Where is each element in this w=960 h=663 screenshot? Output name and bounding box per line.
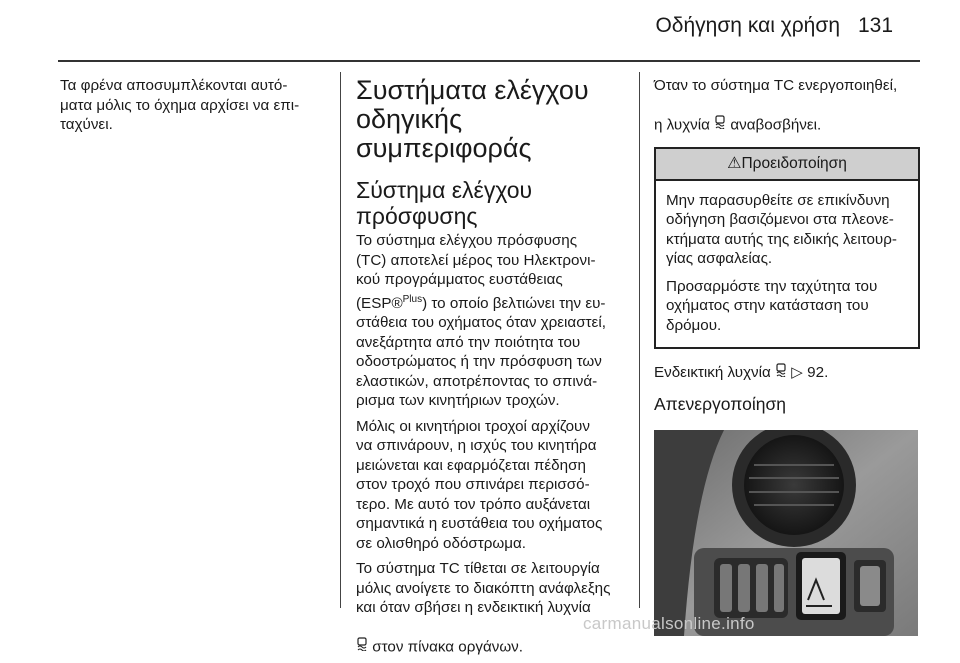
column-2 bbox=[356, 76, 626, 663]
tc-activation-text bbox=[654, 76, 920, 135]
tc-p3-before: Το σύστημα TC τίθεται σε λειτουργία μόλις ανοίγετε το διακόπτη ανάφλεξης και όταν σβήσει η ενδεικτική λυχνία bbox=[356, 560, 611, 617]
column-divider-right bbox=[639, 72, 640, 608]
activation-after: αναβοσβήνει. bbox=[726, 116, 822, 133]
warning-paragraph-2: Προσαρμόστε την ταχύτητα του οχήματος στην κατάσταση του δρόμου. bbox=[666, 277, 878, 334]
traction-control-lamp-icon bbox=[775, 363, 787, 383]
section-heading: Συστήματα ελέγχου οδηγικής συμπεριφοράς bbox=[356, 75, 589, 163]
page-reference-arrow-icon: ▷ bbox=[791, 364, 803, 381]
column-3 bbox=[654, 76, 920, 636]
indicator-text: Ενδεικτική λυχνία bbox=[654, 364, 776, 381]
tc-p1-after: ) το οποίο βελτιώνει την ευ- στάθεια του οχήματος όταν χρειαστεί, ανεξάρτητα από την ποιότητα του οδοστρώματος ή την πρόσφυση των ελαστικών, αποτρέποντας το σπινά- ρισμα των κινητήριων τροχών. bbox=[356, 294, 606, 410]
column-1 bbox=[60, 76, 322, 135]
tc-p1-before: Το σύστημα ελέγχου πρόσφυσης (TC) αποτελεί μέρος του Ηλεκτρονι- κού προγράμματος ευστάθειας (ESP® bbox=[356, 232, 596, 312]
tc-p3-after: στον πίνακα οργάνων. bbox=[368, 638, 523, 656]
warning-header bbox=[656, 149, 918, 181]
indicator-reference bbox=[654, 363, 920, 383]
warning-paragraph-1: Μην παρασυρθείτε σε επικίνδυνη οδήγηση βασιζόμενοι στα πλεονε- κτήματα αυτής της ειδικής λειτουρ- γίας ασφαλείας. bbox=[666, 191, 897, 267]
warning-box bbox=[654, 147, 920, 350]
traction-control-lamp-icon bbox=[356, 618, 368, 657]
traction-control-lamp-icon bbox=[714, 96, 726, 135]
header-rule bbox=[58, 60, 920, 62]
watermark: carmanualsonline.info bbox=[583, 614, 755, 633]
header-title: Οδήγηση και χρήση bbox=[655, 14, 840, 37]
dashboard-switch-photo bbox=[654, 430, 918, 636]
subsection-heading: Σύστημα ελέγχου πρόσφυσης bbox=[356, 177, 533, 229]
activation-before: Όταν το σύστημα TC ενεργοποιηθεί, η λυχνία bbox=[654, 77, 898, 133]
plus-superscript: Plus bbox=[402, 293, 423, 305]
deactivation-heading: Απενεργοποίηση bbox=[654, 393, 787, 414]
warning-triangle-icon: ⚠ bbox=[727, 154, 742, 172]
tc-paragraph-2: Μόλις οι κινητήριοι τροχοί αρχίζουν να σπινάρουν, η ισχύς του κινητήρα μειώνεται και εφαρμόζεται πέδηση στον τροχό που σπινάρει περισσό- τερο. Με αυτό τον τρόπο αυξάνεται σημαντικά η ευστάθεια του οχήματος σε ολισθηρό οδόστρωμα. bbox=[356, 417, 603, 552]
column-divider-left bbox=[340, 72, 341, 608]
page-number: 131 bbox=[858, 14, 894, 37]
tc-paragraph-1 bbox=[356, 231, 626, 411]
warning-title: Προειδοποίηση bbox=[741, 154, 847, 172]
warning-body bbox=[656, 181, 918, 348]
col1-paragraph: Τα φρένα αποσυμπλέκονται αυτό- ματα μόλις το όχημα αρχίσει να επι- ταχύνει. bbox=[60, 77, 300, 133]
indicator-page-ref: 92. bbox=[802, 364, 829, 381]
